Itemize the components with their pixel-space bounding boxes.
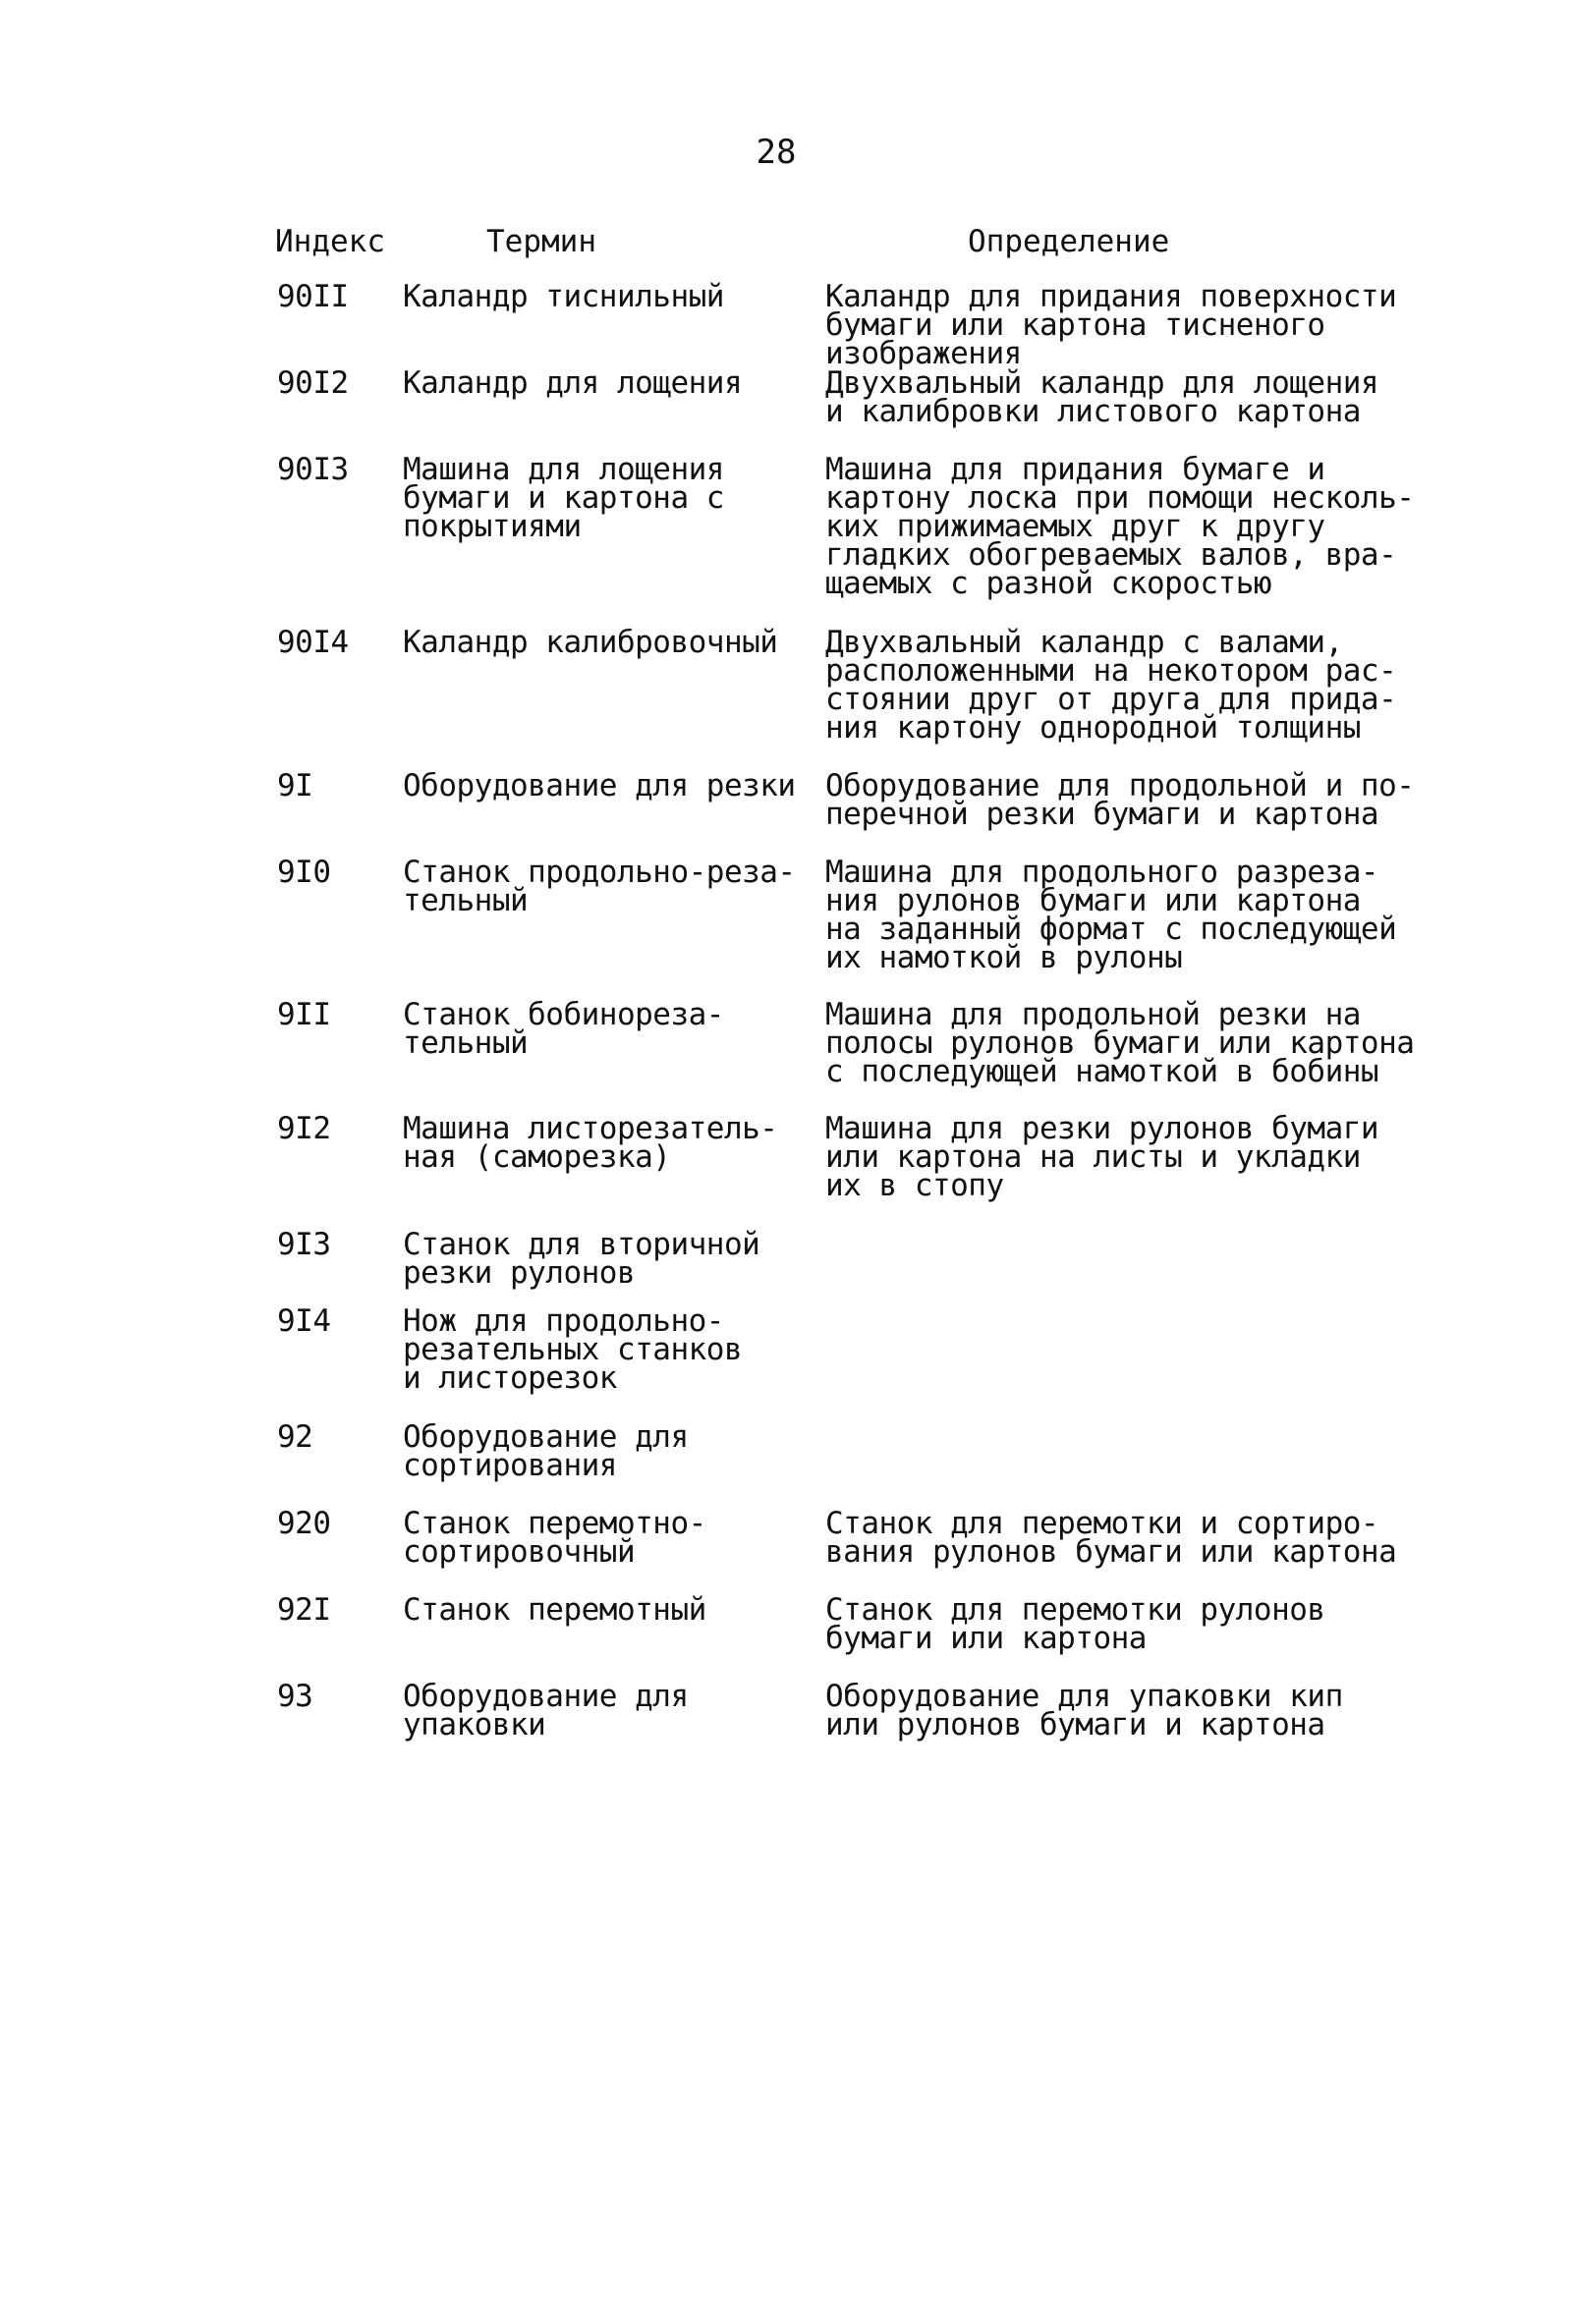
row-term: Каландр для лощения (403, 365, 743, 401)
table-row (0, 279, 1572, 371)
row-index: 90I3 (277, 452, 349, 487)
row-index: 9I (277, 768, 313, 803)
row-definition: Каландр для придания поверхности бумаги или картона тисненого изображения (825, 279, 1397, 371)
table-header (0, 224, 1572, 263)
row-definition: Станок для перемотки и сортиро- вания рулонов бумаги или картона (825, 1506, 1397, 1570)
row-term: Машина для лощения бумаги и картона с покрытиями (403, 452, 724, 544)
row-term: Станок для вторичной резки рулонов (403, 1227, 760, 1291)
table-row (0, 365, 1572, 456)
row-term: Станок бобинореза- тельный (403, 997, 724, 1061)
table-row (0, 1111, 1572, 1231)
row-term: Станок продольно-реза- тельный (403, 855, 796, 918)
row-term: Оборудование для упаковки (403, 1679, 689, 1743)
row-definition: Машина для продольного разреза- ния рулонов бумаги или картона на заданный формат с последующей их намоткой в рулоны (825, 855, 1397, 975)
table-row (0, 997, 1572, 1115)
row-index: 90I2 (277, 365, 349, 401)
row-index: 92I (277, 1592, 331, 1628)
row-definition: Станок для перемотки рулонов бумаги или картона (825, 1592, 1325, 1656)
row-index: 9I3 (277, 1227, 331, 1262)
table-row (0, 452, 1572, 629)
row-definition: Машина для резки рулонов бумаги или картона на листы и укладки их в стопу (825, 1111, 1379, 1203)
table-row (0, 625, 1572, 772)
row-term: Каландр калибровочный (403, 625, 778, 660)
table-row (0, 1679, 1572, 1769)
row-definition: Двухвальный каландр для лощения и калибровки листового картона (825, 365, 1379, 429)
row-term: Нож для продольно- резательных станков и листорезок (403, 1303, 743, 1396)
row-index: 90I4 (277, 625, 349, 660)
header-index: Индекс (275, 224, 385, 259)
terms-table (0, 279, 1572, 1769)
row-index: 9II (277, 997, 331, 1032)
row-index: 93 (277, 1679, 313, 1714)
row-term: Каландр тиснильный (403, 279, 724, 314)
row-index: 90II (277, 279, 349, 314)
table-row (0, 1303, 1572, 1423)
header-term: Термин (486, 224, 596, 259)
row-term: Машина листорезатель- ная (саморезка) (403, 1111, 778, 1175)
table-row (0, 1227, 1572, 1307)
row-definition: Оборудование для упаковки кип или рулонов бумаги и картона (825, 1679, 1343, 1743)
table-row (0, 768, 1572, 858)
table-row (0, 1592, 1572, 1683)
row-definition: Двухвальный каландр с валами, расположенными на некотором рас- стоянии друг от друга для прида- ния картону однородной толщины (825, 625, 1397, 746)
page-number: 28 (756, 133, 797, 172)
header-definition: Определение (968, 224, 1170, 259)
row-index: 9I0 (277, 855, 331, 890)
row-term: Станок перемотно- сортировочный (403, 1506, 706, 1570)
row-definition: Машина для придания бумаге и картону лоска при помощи несколь- ких прижимаемых друг к другу гладких обогреваемых валов, вра- щаемых с разной скоростью (825, 452, 1415, 601)
row-index: 92 (277, 1419, 313, 1455)
row-term: Оборудование для резки (403, 768, 796, 803)
row-term: Станок перемотный (403, 1592, 706, 1628)
row-definition: Машина для продольной резки на полосы рулонов бумаги или картона с последующей намоткой в бобины (825, 997, 1415, 1089)
row-definition: Оборудование для продольной и по- перечной резки бумаги и картона (825, 768, 1415, 832)
row-index: 9I4 (277, 1303, 331, 1339)
row-index: 9I2 (277, 1111, 331, 1146)
table-row (0, 1506, 1572, 1596)
table-row (0, 1419, 1572, 1510)
row-term: Оборудование для сортирования (403, 1419, 689, 1483)
row-index: 920 (277, 1506, 331, 1541)
table-row (0, 855, 1572, 1001)
